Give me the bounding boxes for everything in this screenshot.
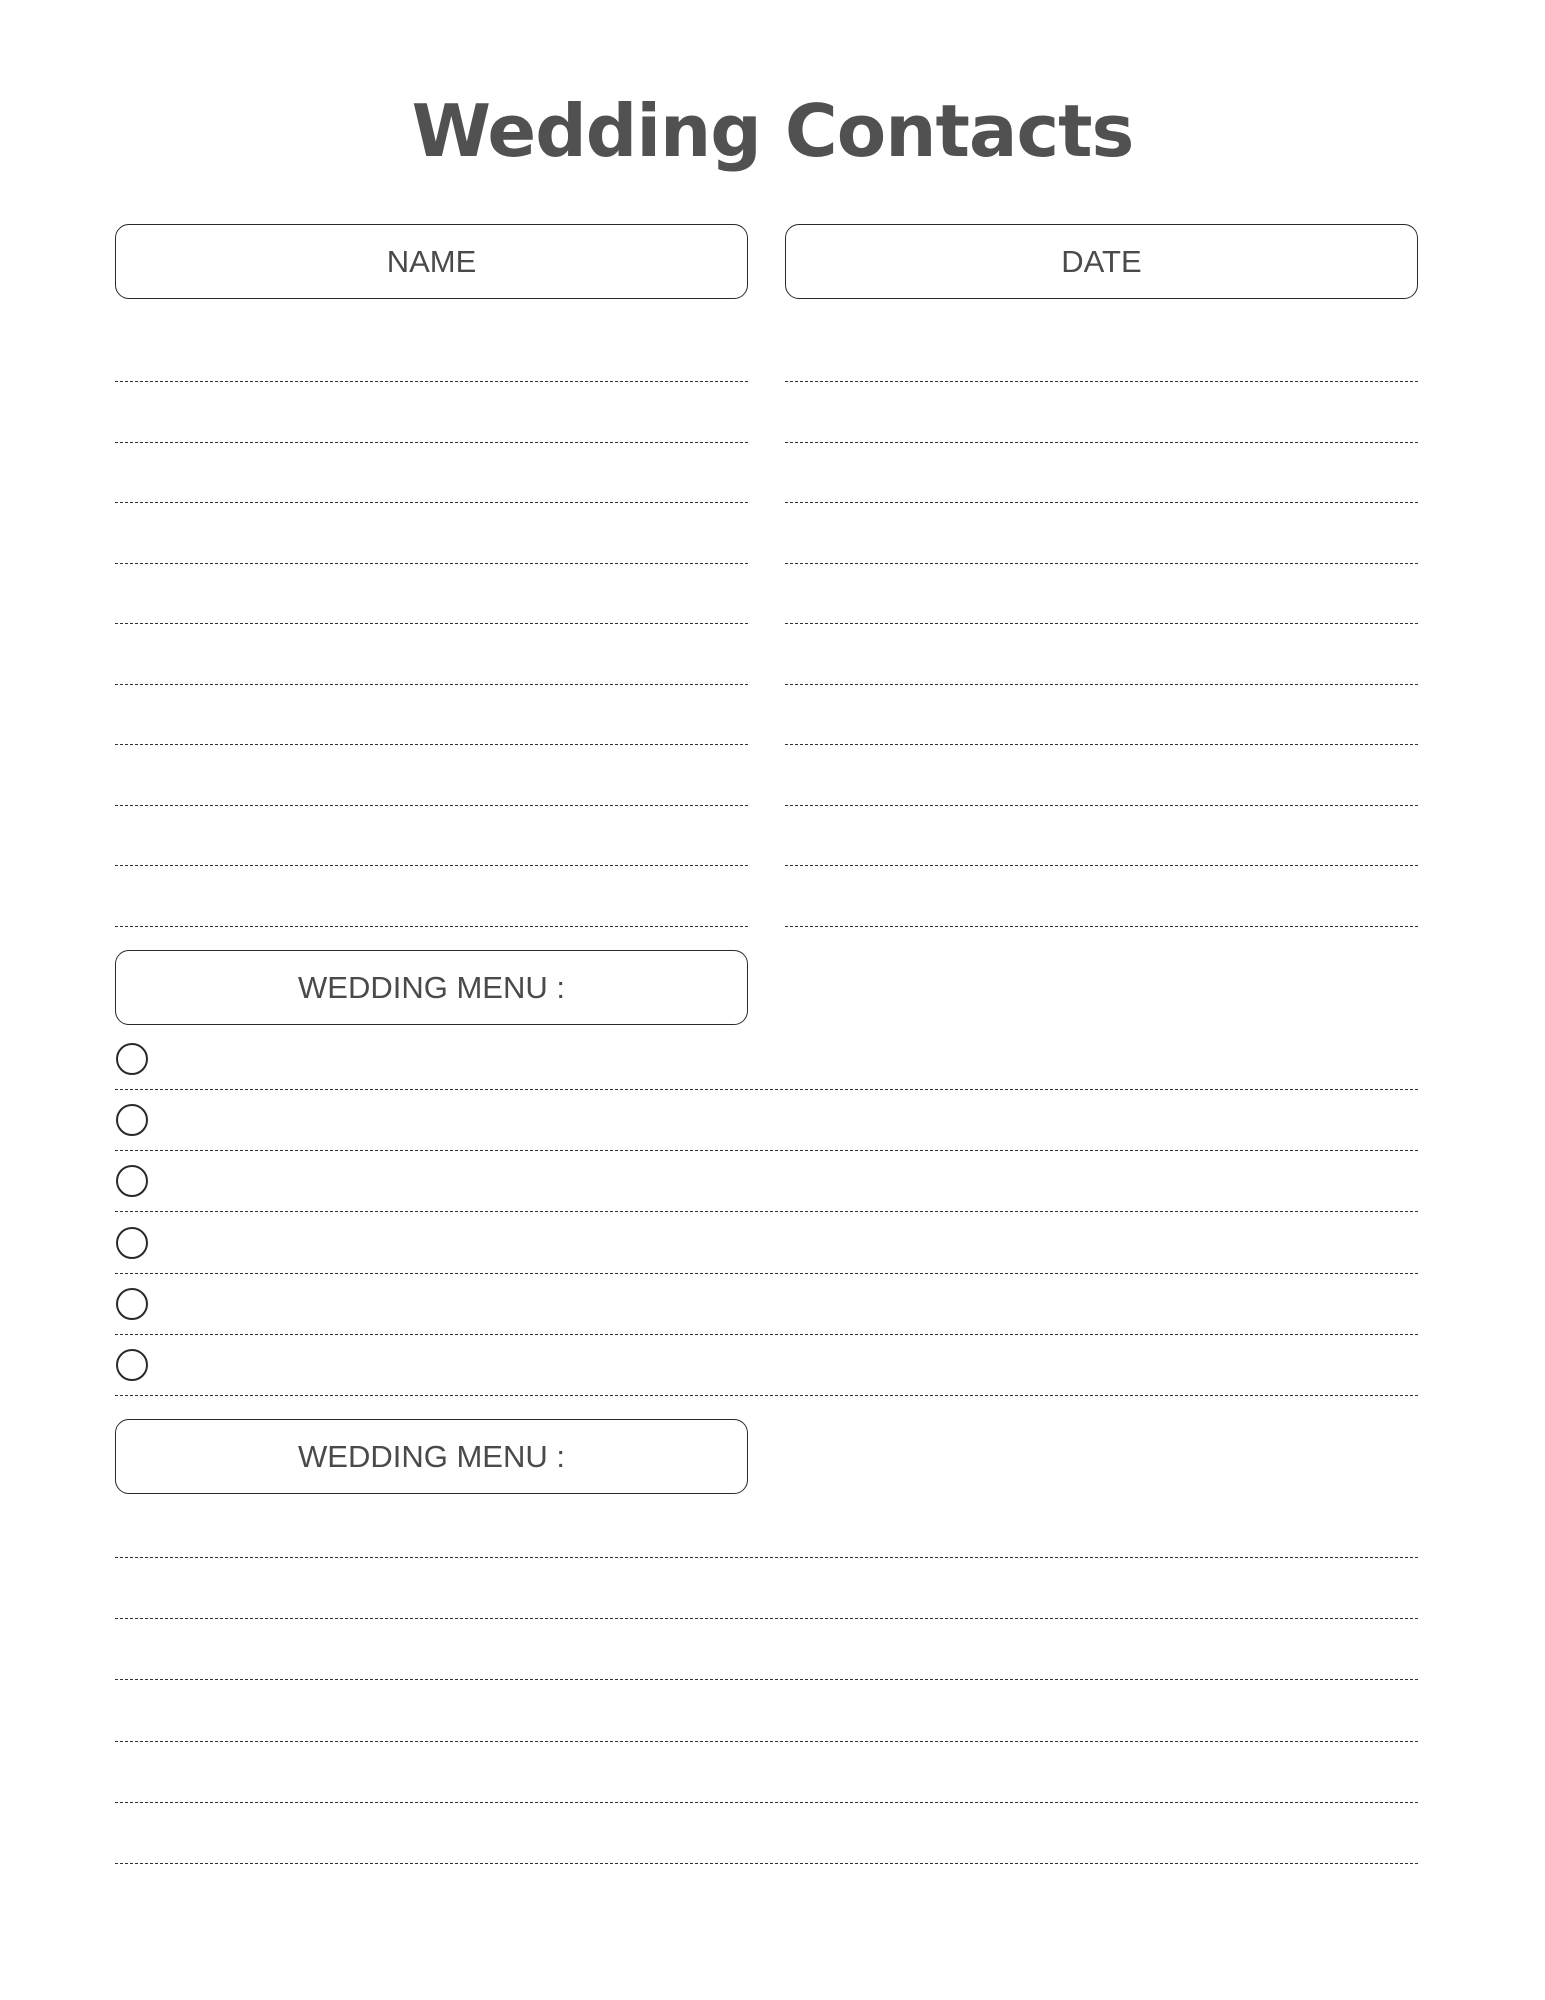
name-entry-line[interactable] [115, 684, 748, 685]
name-entry-line[interactable] [115, 563, 748, 564]
name-entry-line[interactable] [115, 502, 748, 503]
notes-entry-line[interactable] [115, 1679, 1418, 1680]
date-entry-line[interactable] [785, 744, 1418, 745]
page-title: Wedding Contacts [411, 89, 1134, 173]
menu-entry-line[interactable] [115, 1273, 1418, 1274]
menu-checkbox[interactable] [116, 1043, 148, 1075]
wedding-menu-label-2: WEDDING MENU : [298, 1438, 565, 1474]
date-entry-line[interactable] [785, 805, 1418, 806]
notes-entry-line[interactable] [115, 1863, 1418, 1864]
date-entry-line[interactable] [785, 442, 1418, 443]
notes-entry-line[interactable] [115, 1802, 1418, 1803]
menu-checkbox[interactable] [116, 1165, 148, 1197]
date-column-header [785, 224, 1418, 299]
date-entry-line[interactable] [785, 684, 1418, 685]
notes-entry-line[interactable] [115, 1741, 1418, 1742]
name-entry-line[interactable] [115, 865, 748, 866]
name-entry-line[interactable] [115, 623, 748, 624]
wedding-menu-header-1 [115, 950, 748, 1025]
wedding-menu-label-1: WEDDING MENU : [298, 969, 565, 1005]
menu-checkbox[interactable] [116, 1349, 148, 1381]
name-entry-line[interactable] [115, 744, 748, 745]
menu-checkbox[interactable] [116, 1288, 148, 1320]
name-column-header [115, 224, 748, 299]
menu-checkbox[interactable] [116, 1227, 148, 1259]
date-entry-line[interactable] [785, 865, 1418, 866]
date-entry-line[interactable] [785, 563, 1418, 564]
menu-entry-line[interactable] [115, 1395, 1418, 1396]
menu-entry-line[interactable] [115, 1211, 1418, 1212]
menu-entry-line[interactable] [115, 1150, 1418, 1151]
date-entry-line[interactable] [785, 926, 1418, 927]
name-entry-line[interactable] [115, 926, 748, 927]
wedding-menu-header-2 [115, 1419, 748, 1494]
menu-entry-line[interactable] [115, 1334, 1418, 1335]
name-entry-line[interactable] [115, 805, 748, 806]
name-entry-line[interactable] [115, 442, 748, 443]
date-entry-line[interactable] [785, 381, 1418, 382]
name-header-label: NAME [386, 243, 477, 279]
name-entry-line[interactable] [115, 381, 748, 382]
notes-entry-line[interactable] [115, 1618, 1418, 1619]
menu-checkbox[interactable] [116, 1104, 148, 1136]
notes-entry-line[interactable] [115, 1557, 1418, 1558]
date-header-label: DATE [1061, 243, 1142, 279]
date-entry-line[interactable] [785, 502, 1418, 503]
menu-entry-line[interactable] [115, 1089, 1418, 1090]
date-entry-line[interactable] [785, 623, 1418, 624]
